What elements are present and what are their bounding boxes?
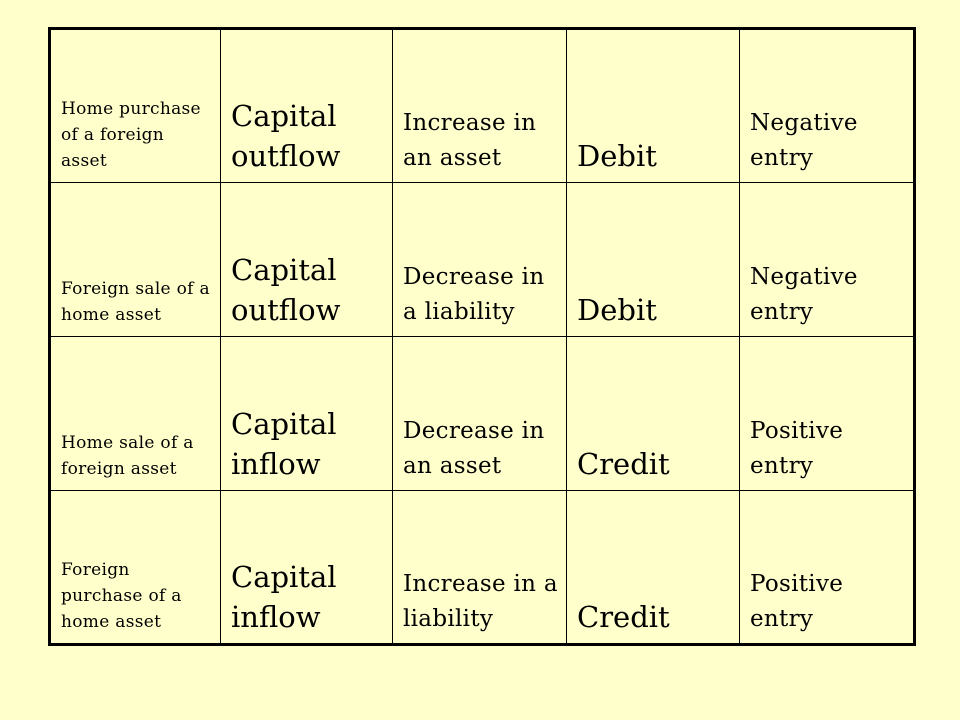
transaction-cell: Foreign purchase of a home asset [50, 491, 221, 645]
entry-type-cell: Credit [567, 337, 740, 491]
entry-sign-cell: Positive entry [740, 491, 915, 645]
entry-type-cell: Credit [567, 491, 740, 645]
table-row [50, 337, 915, 491]
transaction-cell: Foreign sale of a home asset [50, 183, 221, 337]
capital-flow-cell: Capital inflow [221, 491, 393, 645]
capital-account-table [48, 27, 916, 646]
entry-type-cell: Debit [567, 183, 740, 337]
transaction-cell: Home purchase of a foreign asset [50, 29, 221, 183]
transaction-cell: Home sale of a foreign asset [50, 337, 221, 491]
balance-change-cell: Increase in an asset [393, 29, 567, 183]
balance-change-cell: Decrease in an asset [393, 337, 567, 491]
table-row [50, 29, 915, 183]
capital-flow-cell: Capital outflow [221, 29, 393, 183]
table-row [50, 183, 915, 337]
balance-change-cell: Decrease in a liability [393, 183, 567, 337]
entry-sign-cell: Positive entry [740, 337, 915, 491]
capital-flow-cell: Capital inflow [221, 337, 393, 491]
table-row [50, 491, 915, 645]
entry-type-cell: Debit [567, 29, 740, 183]
balance-change-cell: Increase in a liability [393, 491, 567, 645]
capital-flow-cell: Capital outflow [221, 183, 393, 337]
entry-sign-cell: Negative entry [740, 29, 915, 183]
entry-sign-cell: Negative entry [740, 183, 915, 337]
